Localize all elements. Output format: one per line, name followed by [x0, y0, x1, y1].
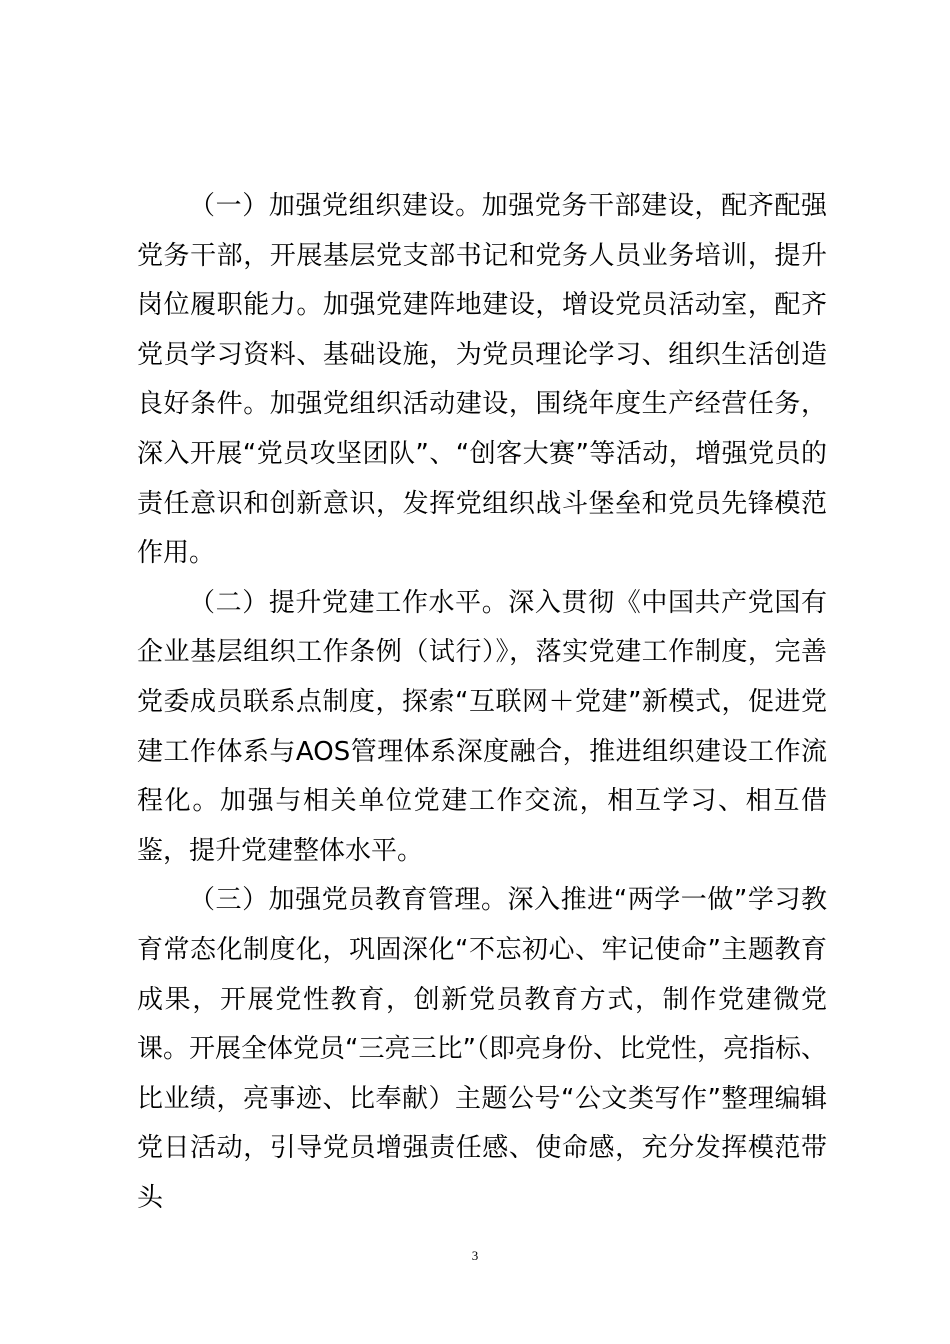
paragraph-party-organization-building: （一）加强党组织建设。加强党务干部建设，配齐配强党务干部，开展基层党支部书记和党务人员业务培训，提升岗位履职能力。加强党建阵地建设，增设党员活动室，配齐党员学习资料、基础设施，为党员理论学习、组织生活创造良好条件。加强党组织活动建设，围绕年度生产经营任务，深入开展“党员攻坚团队”、“创客大赛”等活动，增强党员的责任意识和创新意识，发挥党组织战斗堡垒和党员先锋模范作用。: [137, 191, 827, 569]
paragraph-party-building-level: （二）提升党建工作水平。深入贯彻《中国共产党国有企业基层组织工作条例（试行）》，落实党建工作制度，完善党委成员联系点制度，探索“互联网＋党建”新模式，促进党建工作体系与AOS管理体系深度融合，推进组织建设工作流程化。加强与相关单位党建工作交流，相互学习、相互借鉴，提升党建整体水平。: [137, 587, 827, 866]
page-number: 3: [471, 1248, 479, 1263]
paragraph-member-education: （三）加强党员教育管理。深入推进“两学一做”学习教育常态化制度化，巩固深化“不忘初心、牢记使命”主题教育成果，开展党性教育，创新党员教育方式，制作党建微党课。开展全体党员“三亮三比”（即亮身份、比党性，亮指标、比业绩，亮事迹、比奉献）主题公号“公文类写作”整理编辑党日活动，引导党员增强责任感、使命感，充分发挥模范带头: [137, 885, 827, 1213]
document-body: [137, 182, 827, 1223]
